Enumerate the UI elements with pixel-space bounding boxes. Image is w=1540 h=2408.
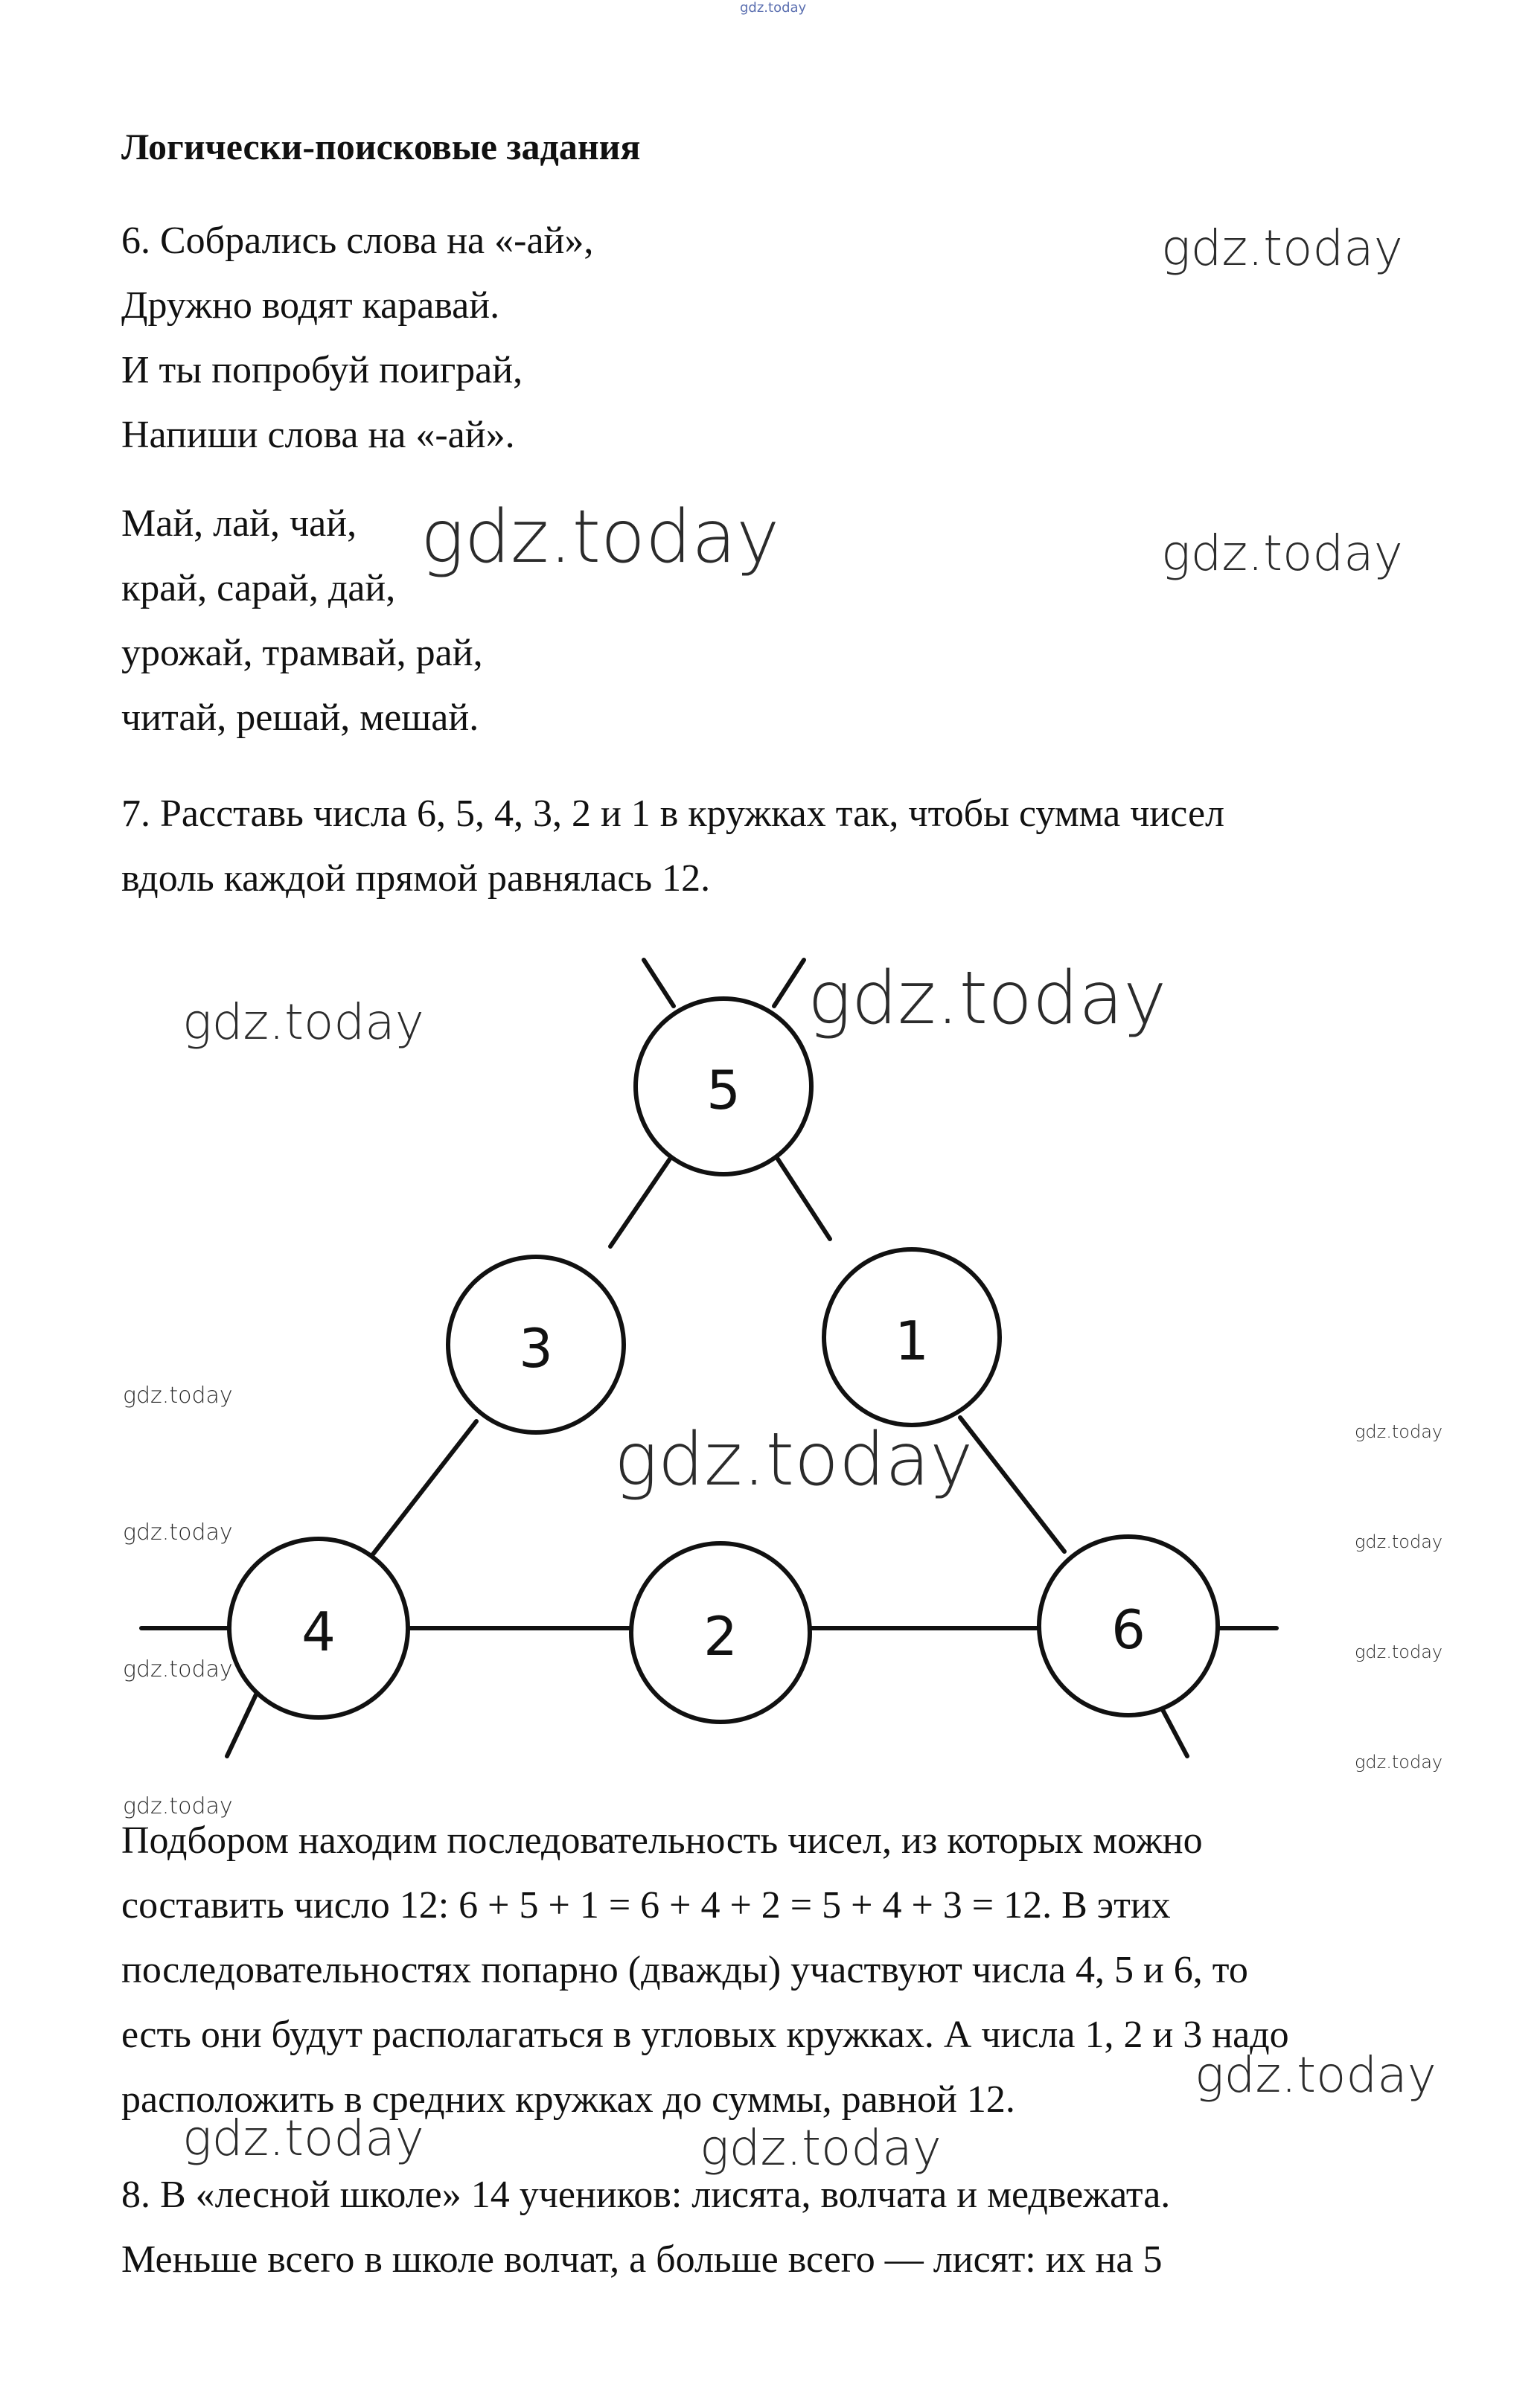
answer-line: край, сарай, дай, xyxy=(121,567,396,609)
explanation-line: расположить в средних кружках до суммы, равной 12. xyxy=(121,2078,1015,2121)
top-right-ray xyxy=(774,960,804,1006)
watermark: gdz.today xyxy=(123,1383,233,1409)
edge-top-to-3 xyxy=(610,1153,674,1246)
answer-line: урожай, трамвай, рай, xyxy=(121,632,483,674)
watermark: gdz.today xyxy=(123,1520,233,1546)
circle-bottom-right-label: 6 xyxy=(1111,1598,1146,1661)
watermark: gdz.today xyxy=(1195,2046,1437,2104)
explanation-line: последовательностях попарно (дважды) участвуют числа 4, 5 и 6, то xyxy=(121,1949,1248,1991)
watermark: gdz.today xyxy=(1355,1531,1443,1552)
watermark: gdz.today xyxy=(700,2119,942,2177)
answer-line: Май, лай, чай, xyxy=(121,502,357,545)
watermark: gdz.today xyxy=(421,495,780,580)
answer-line: читай, решай, мешай. xyxy=(121,697,479,739)
watermark: gdz.today xyxy=(1355,1752,1443,1773)
edge-top-to-1 xyxy=(774,1153,830,1239)
watermark: gdz.today xyxy=(182,2110,424,2167)
explanation-line: составить число 12: 6 + 5 + 1 = 6 + 4 + 2 = 5 + 4 + 3 = 12. В этих xyxy=(121,1884,1171,1927)
circle-left-mid-label: 3 xyxy=(519,1317,553,1380)
explanation-line: есть они будут располагаться в угловых кружках. А числа 1, 2 и 3 надо xyxy=(121,2014,1289,2056)
watermark: gdz.today xyxy=(123,1793,233,1819)
edge-3-to-4 xyxy=(372,1421,476,1555)
watermark: gdz.today xyxy=(1161,525,1403,582)
circle-bottom-mid-label: 2 xyxy=(703,1605,738,1668)
top-left-ray xyxy=(644,960,674,1006)
poem-line: 6. Собрались слова на «-ай», xyxy=(121,220,594,262)
watermark: gdz.today xyxy=(808,956,1167,1041)
task8-line: 8. В «лесной школе» 14 учеников: лисята, волчата и медвежата. xyxy=(121,2174,1171,2216)
top-watermark: gdz.today xyxy=(740,0,807,16)
circle-right-mid-label: 1 xyxy=(895,1310,929,1372)
question-line: вдоль каждой прямой равнялась 12. xyxy=(121,857,711,900)
watermark: gdz.today xyxy=(614,1418,974,1502)
watermark: gdz.today xyxy=(1355,1642,1443,1662)
explanation-line: Подбором находим последовательность чисел, из которых можно xyxy=(121,1819,1203,1862)
circle-top-label: 5 xyxy=(706,1059,741,1121)
task8-line: Меньше всего в школе волчат, а больше всего — лисят: их на 5 xyxy=(121,2238,1163,2281)
watermark: gdz.today xyxy=(123,1656,233,1682)
watermark: gdz.today xyxy=(182,993,424,1051)
circle-bottom-left-label: 4 xyxy=(301,1601,336,1663)
task6-poem xyxy=(121,208,593,467)
watermark: gdz.today xyxy=(1355,1421,1443,1442)
task7-explanation xyxy=(121,1808,1289,2132)
question-line: 7. Расставь числа 6, 5, 4, 3, 2 и 1 в кружках так, чтобы сумма чисел xyxy=(121,792,1224,835)
triangle-diagram xyxy=(119,945,1295,1771)
poem-line: И ты попробуй поиграй, xyxy=(121,349,523,391)
poem-line: Дружно водят каравай. xyxy=(121,284,500,327)
task7-question xyxy=(121,781,1224,911)
task8-text xyxy=(121,2162,1170,2292)
poem-line: Напиши слова на «-ай». xyxy=(121,414,515,456)
edge-1-to-6 xyxy=(960,1418,1064,1552)
watermark: gdz.today xyxy=(1161,220,1403,277)
section-heading: Логически-поисковые задания xyxy=(121,126,641,167)
lower-left-ray xyxy=(227,1693,257,1756)
